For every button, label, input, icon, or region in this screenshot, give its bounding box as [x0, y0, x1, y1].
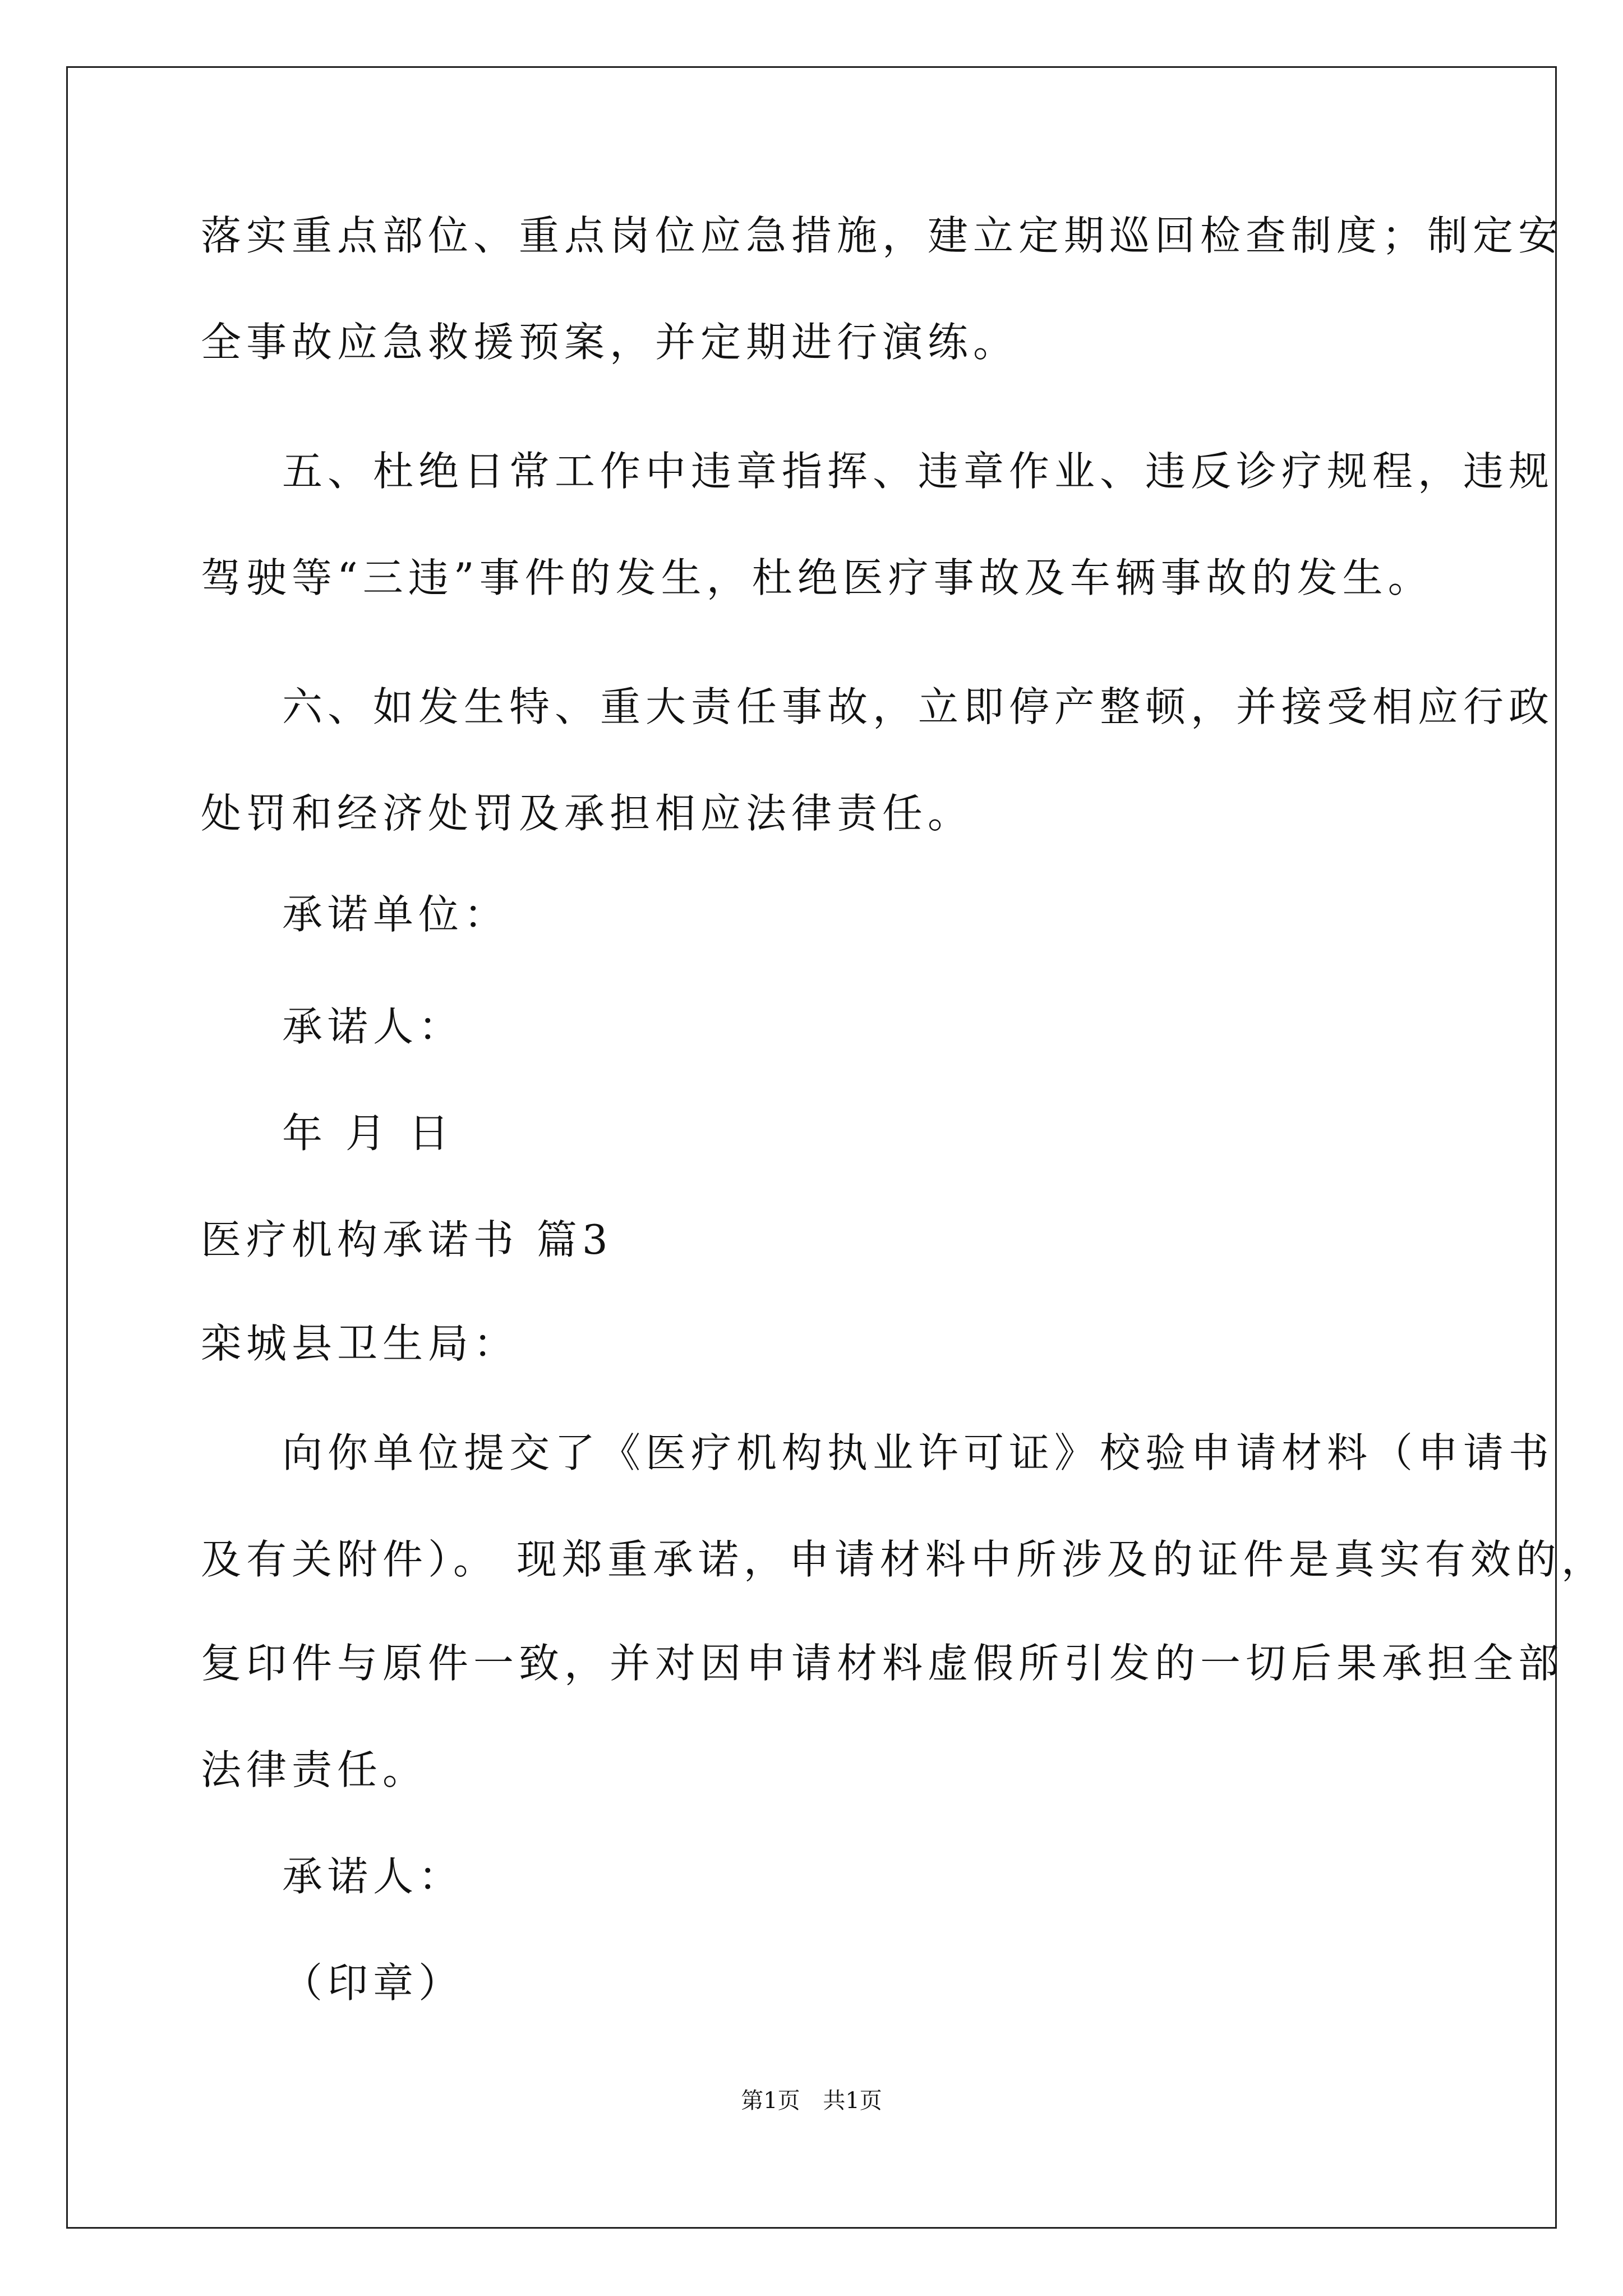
paragraph-line: 复印件与原件一致，并对因申请材料虚假所引发的一切后果承担全部 [201, 1640, 1564, 1687]
promisor-label: 承诺人： [282, 1853, 464, 1900]
page-footer [0, 2084, 1623, 2118]
paragraph-line: 法律责任。 [201, 1746, 428, 1793]
paragraph-line: 驾驶等“三违”事件的发生，杜绝医疗事故及车辆事故的发生。 [201, 554, 1433, 601]
paragraph-line: 全事故应急救援预案，并定期进行演练。 [201, 319, 1019, 366]
promisor-label: 承诺人： [282, 1003, 464, 1050]
paragraph-line: 处罚和经济处罚及承担相应法律责任。 [201, 790, 974, 837]
date-line: 年 月 日 [282, 1110, 454, 1157]
section-title: 医疗机构承诺书 篇3 [201, 1216, 613, 1263]
paragraph-line: 向你单位提交了《医疗机构执业许可证》校验申请材料（申请书 [282, 1429, 1555, 1476]
paragraph-line: 落实重点部位、重点岗位应急措施，建立定期巡回检查制度；制定安 [201, 212, 1564, 259]
paragraph-line: 及有关附件）。 现郑重承诺，申请材料中所涉及的证件是真实有效的， [201, 1536, 1607, 1583]
addressee: 栾城县卫生局： [201, 1320, 519, 1367]
promise-unit-label: 承诺单位： [282, 891, 510, 938]
paragraph-line: 六、如发生特、重大责任事故，立即停产整顿，并接受相应行政 [282, 683, 1555, 730]
paragraph-line: 五、杜绝日常工作中违章指挥、违章作业、违反诊疗规程，违规 [282, 448, 1555, 495]
page-number: 第1页 [741, 2088, 800, 2114]
page-total: 共1页 [823, 2088, 882, 2114]
seal-placeholder: （印章） [282, 1959, 464, 2007]
